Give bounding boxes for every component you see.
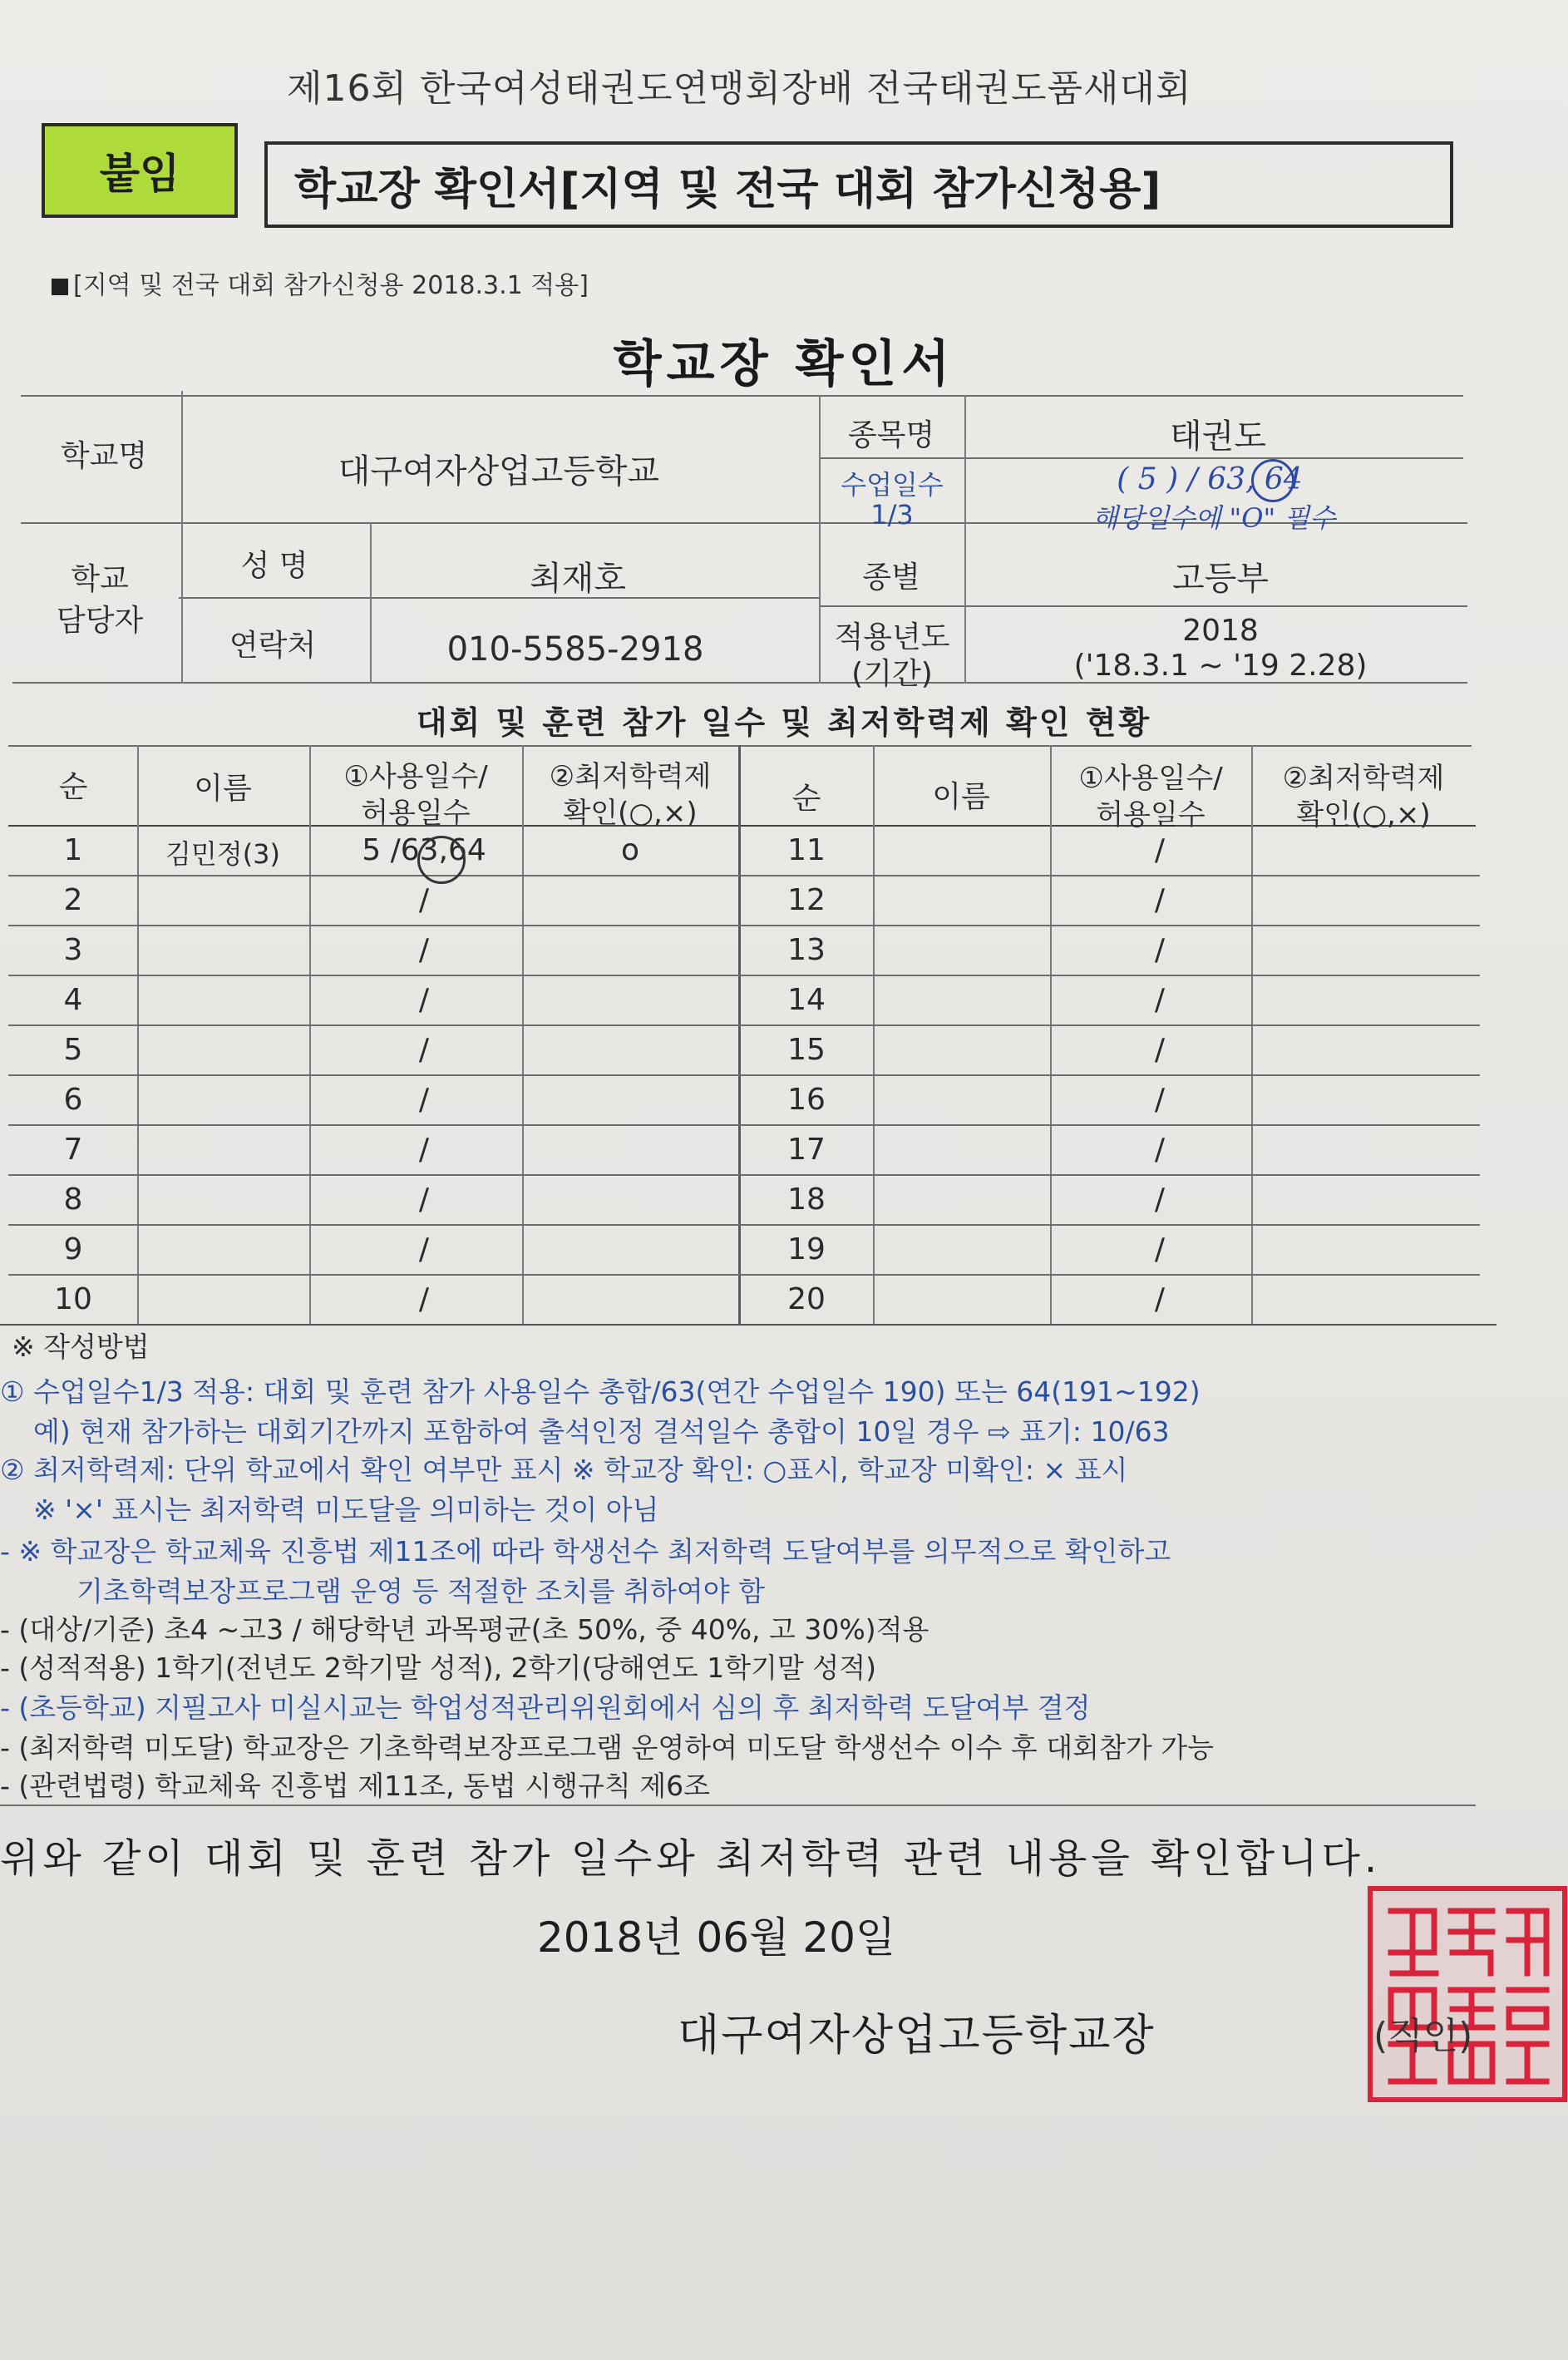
manager-label-line2: 담당자: [56, 604, 144, 638]
school-label: 학교명: [60, 439, 148, 473]
division-label: 종별: [862, 560, 920, 595]
name-label: 성 명: [240, 549, 308, 583]
row-days: 5 /63,64: [362, 833, 486, 867]
sport-value: 태권도: [1170, 417, 1266, 456]
row-divider: [8, 1074, 1480, 1076]
row-name: 김민정(3): [165, 838, 281, 870]
row-number-right: 16: [787, 1083, 826, 1117]
row-number: 3: [63, 933, 83, 967]
note-5: - ※ 학교장은 학교체육 진흥법 제11조에 따라 학생선수 최저학력 도달여부를 의무적으로 확인하고: [0, 1535, 1171, 1568]
official-seal-stamp: [1368, 1886, 1567, 2102]
division-value: 고등부: [1172, 560, 1269, 598]
header-days: ①사용일수/: [343, 760, 488, 793]
row-divider: [8, 1174, 1480, 1176]
row-number: 5: [63, 1033, 83, 1067]
row-number-right: 11: [787, 833, 826, 867]
header-check: 확인(○,×): [563, 797, 698, 830]
note-8: - (성적적용) 1학기(전년도 2학기말 성적), 2학기(당해연도 1학기말 성적): [0, 1652, 877, 1684]
row-days-right: /: [1154, 883, 1166, 917]
header-days-allowed-right: 허용일수: [1096, 798, 1206, 832]
row-number: 9: [63, 1232, 83, 1266]
header-days-right: ①사용일수/: [1078, 762, 1223, 795]
row-days-right: /: [1154, 833, 1166, 867]
note-7: - (대상/기준) 초4 ~고3 / 해당학년 과목평균(초 50%, 중 40%, 고 30%)적용: [0, 1613, 929, 1646]
row-number-right: 14: [787, 983, 826, 1017]
note-1: ① 수업일수1/3 적용: 대회 및 훈련 참가 사용일수 총합/63(연간 수업일수 190) 또는 64(191~192): [0, 1375, 1201, 1408]
row-days: /: [418, 1182, 430, 1217]
row-number: 10: [54, 1282, 92, 1316]
seal-label: (직인): [1373, 2015, 1473, 2057]
note-10: - (최저학력 미도달) 학교장은 기초학력보장프로그램 운영하여 미도달 학생선수 이수 후 대회참가 가능: [0, 1731, 1215, 1764]
note-2: 예) 현재 참가하는 대회기간까지 포함하여 출석인정 결석일수 총합이 10일 경우 ⇨ 표기: 10/63: [33, 1415, 1170, 1448]
applicability-note: [지역 및 전국 대회 참가신청용 2018.3.1 적용]: [52, 264, 589, 301]
class-days-fraction-label: 1/3: [870, 499, 914, 531]
row-number: 7: [63, 1133, 83, 1167]
issue-date: 2018년 06월 20일: [537, 1913, 896, 1962]
row-number: 6: [63, 1083, 83, 1117]
row-divider: [8, 1124, 1480, 1126]
row-divider: [8, 875, 1480, 876]
school-name: 대구여자상업고등학교: [338, 452, 660, 491]
row-number-right: 18: [787, 1182, 826, 1217]
circle-mark-icon: [1251, 459, 1294, 502]
event-title: 제16회 한국여성태권도연맹회장배 전국태권도품새대회: [287, 67, 1192, 110]
row-days: /: [418, 933, 430, 967]
notes-heading: ※ 작성방법: [12, 1331, 150, 1363]
row-number-right: 13: [787, 933, 826, 967]
row-number: 8: [63, 1182, 83, 1217]
period-label: (기간): [851, 657, 933, 691]
note-6: 기초학력보장프로그램 운영 등 적절한 조치를 취하여야 함: [76, 1575, 766, 1607]
class-days-value: ( 5 ) / 63, 64: [1117, 462, 1303, 496]
note-3: ② 최저학력제: 단위 학교에서 확인 여부만 표시 ※ 학교장 확인: ○표시, 학교장 미확인: × 표시: [0, 1454, 1128, 1486]
row-divider: [8, 1274, 1480, 1276]
row-number: 2: [63, 883, 83, 917]
row-number-right: 20: [787, 1282, 826, 1316]
manager-name: 최재호: [530, 560, 626, 598]
header-days-allowed: 허용일수: [361, 797, 471, 830]
header-name-right: 이름: [932, 780, 990, 814]
row-divider: [8, 925, 1480, 926]
row-days: /: [418, 883, 430, 917]
circle-mark-icon: [417, 836, 466, 884]
row-number-right: 15: [787, 1033, 826, 1067]
row-divider: [8, 1224, 1480, 1226]
row-check: o: [620, 833, 640, 867]
header-no-right: 순: [791, 782, 821, 816]
header-min-academic: ②최저학력제: [549, 760, 712, 793]
row-number-right: 19: [787, 1232, 826, 1266]
header-no: 순: [58, 770, 88, 804]
document-title: 학교장 확인서[지역 및 전국 대회 참가신청용]: [264, 141, 1453, 228]
seal-icon: [1376, 1894, 1559, 2094]
principal-title: 대구여자상업고등학교장: [678, 2011, 1156, 2061]
square-bullet-icon: [52, 279, 68, 295]
note-4: ※ '×' 표시는 최저학력 미도달을 의미하는 것이 아님: [33, 1494, 659, 1526]
class-days-note: 해당일수에 "O" 필수: [1092, 502, 1336, 534]
note-9: - (초등학교) 지필고사 미실시교는 학업성적관리위원회에서 심의 후 최저학력 도달여부 결정: [0, 1691, 1091, 1724]
form-title: 학교장 확인서: [613, 335, 955, 393]
row-days-right: /: [1154, 1182, 1166, 1217]
section-title: 대회 및 훈련 참가 일수 및 최저학력제 확인 현황: [416, 704, 1152, 741]
row-number: 4: [63, 983, 83, 1017]
row-number-right: 12: [787, 883, 826, 917]
note-11: - (관련법령) 학교체육 진흥법 제11조, 동법 시행규칙 제6조: [0, 1770, 710, 1802]
row-days: /: [418, 1282, 430, 1316]
header-check-right: 확인(○,×): [1296, 798, 1431, 832]
sport-label: 종목명: [847, 418, 935, 452]
year-label: 적용년도: [834, 620, 950, 654]
header-name: 이름: [194, 772, 252, 806]
header-min-academic-right: ②최저학력제: [1282, 762, 1445, 795]
row-divider: [8, 975, 1480, 976]
row-days-right: /: [1154, 933, 1166, 967]
row-days-right: /: [1154, 1282, 1166, 1316]
period-value: ('18.3.1 ~ '19 2.28): [1073, 649, 1368, 683]
confirmation-statement: 위와 같이 대회 및 훈련 참가 일수와 최저학력 관련 내용을 확인합니다.: [0, 1835, 1382, 1882]
row-days: /: [418, 1133, 430, 1167]
row-days-right: /: [1154, 1133, 1166, 1167]
contact-value: 010-5585-2918: [446, 630, 704, 669]
year-value: 2018: [1182, 614, 1259, 648]
row-days-right: /: [1154, 1083, 1166, 1117]
row-divider: [8, 1024, 1480, 1026]
row-days-right: /: [1154, 983, 1166, 1017]
row-number-right: 17: [787, 1133, 826, 1167]
row-days: /: [418, 1083, 430, 1117]
class-days-label: 수업일수: [841, 469, 944, 501]
row-days: /: [418, 1232, 430, 1266]
row-days: /: [418, 983, 430, 1017]
manager-label-line1: 학교: [71, 562, 129, 596]
row-days-right: /: [1154, 1033, 1166, 1067]
attachment-badge: 붙임: [42, 123, 238, 218]
row-days: /: [418, 1033, 430, 1067]
contact-label: 연락처: [229, 629, 317, 663]
row-days-right: /: [1154, 1232, 1166, 1266]
row-number: 1: [63, 833, 83, 867]
